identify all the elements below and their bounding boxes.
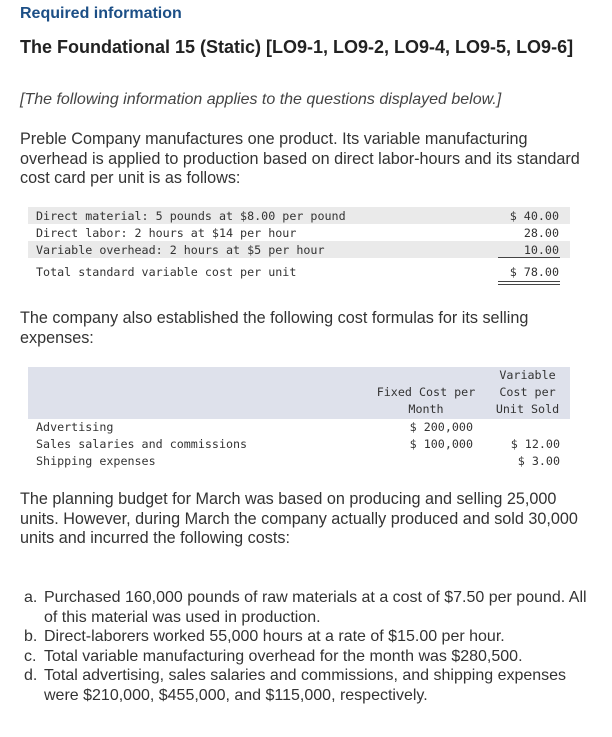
list-item [24,588,599,627]
selling-expense-table [28,367,570,470]
required-information-heading: Required information [20,5,182,22]
problem-title: The Foundational 15 (Static) [LO9-1, LO9-2, LO9-4, LO9-5, LO9-6] [20,37,574,57]
item-marker: b. [24,628,38,645]
total-amount: $ 78.00 [509,265,559,279]
row-label: Direct labor: 2 hours at $14 per hour [36,226,297,240]
expense-label: Sales salaries and commissions [36,437,248,451]
item-text: Purchased 160,000 pounds of raw materials at a cost of $7.50 per pound. All of this material was used in production. [44,589,587,626]
standard-cost-table [28,207,570,285]
fixed-cost-header: Fixed Cost per Month [376,385,476,416]
table-header [28,367,570,419]
applies-note: [The following information applies to the questions displayed below.] [20,91,502,108]
expense-label: Advertising [36,420,114,434]
actual-costs-list [24,588,599,705]
row-amount: $ 40.00 [509,209,559,223]
item-text: Total advertising, sales salaries and commissions, and shipping expenses were $210,000, $455,000, and $115,000, respectively. [44,667,567,704]
selling-intro-paragraph: The company also established the following cost formulas for its selling expenses: [20,309,529,347]
double-underline [498,281,560,285]
table-row [28,453,570,470]
variable-cost-header: Variable Cost per Unit Sold [495,368,560,416]
intro-paragraph: Preble Company manufactures one product. Its variable manufacturing overhead is applied to production based on direct labor-hours and its standard cost card per unit is as follows: [20,130,580,187]
item-text: Total variable manufacturing overhead for the month was $280,500. [44,647,523,665]
table-row [28,241,570,258]
table-row [28,224,570,241]
item-text: Direct-laborers worked 55,000 hours at a rate of $15.00 per hour. [44,628,505,645]
row-label: Direct material: 5 pounds at $8.00 per pound [36,209,346,223]
table-row [28,207,570,224]
row-amount: 10.00 [523,243,559,257]
variable-cost-value: $ 12.00 [510,437,560,451]
planning-paragraph: The planning budget for March was based on producing and selling 25,000 units. However, during March the company actually produced and sold 30,000 units and incurred the following costs: [20,490,578,547]
fixed-cost-value: $ 200,000 [409,420,473,434]
list-item [24,627,599,647]
table-row [28,436,570,453]
variable-cost-value: $ 3.00 [517,454,560,468]
item-marker: d. [24,667,38,684]
total-row [28,259,570,285]
item-marker: c. [24,647,37,665]
fixed-cost-value: $ 100,000 [409,437,473,451]
table-row [28,419,570,436]
list-item [24,647,599,667]
underline [498,257,560,258]
total-label: Total standard variable cost per unit [36,265,297,279]
list-item [24,666,599,705]
row-amount: 28.00 [523,226,559,240]
row-label: Variable overhead: 2 hours at $5 per hour [36,243,325,257]
item-marker: a. [24,589,38,606]
expense-label: Shipping expenses [36,454,156,468]
